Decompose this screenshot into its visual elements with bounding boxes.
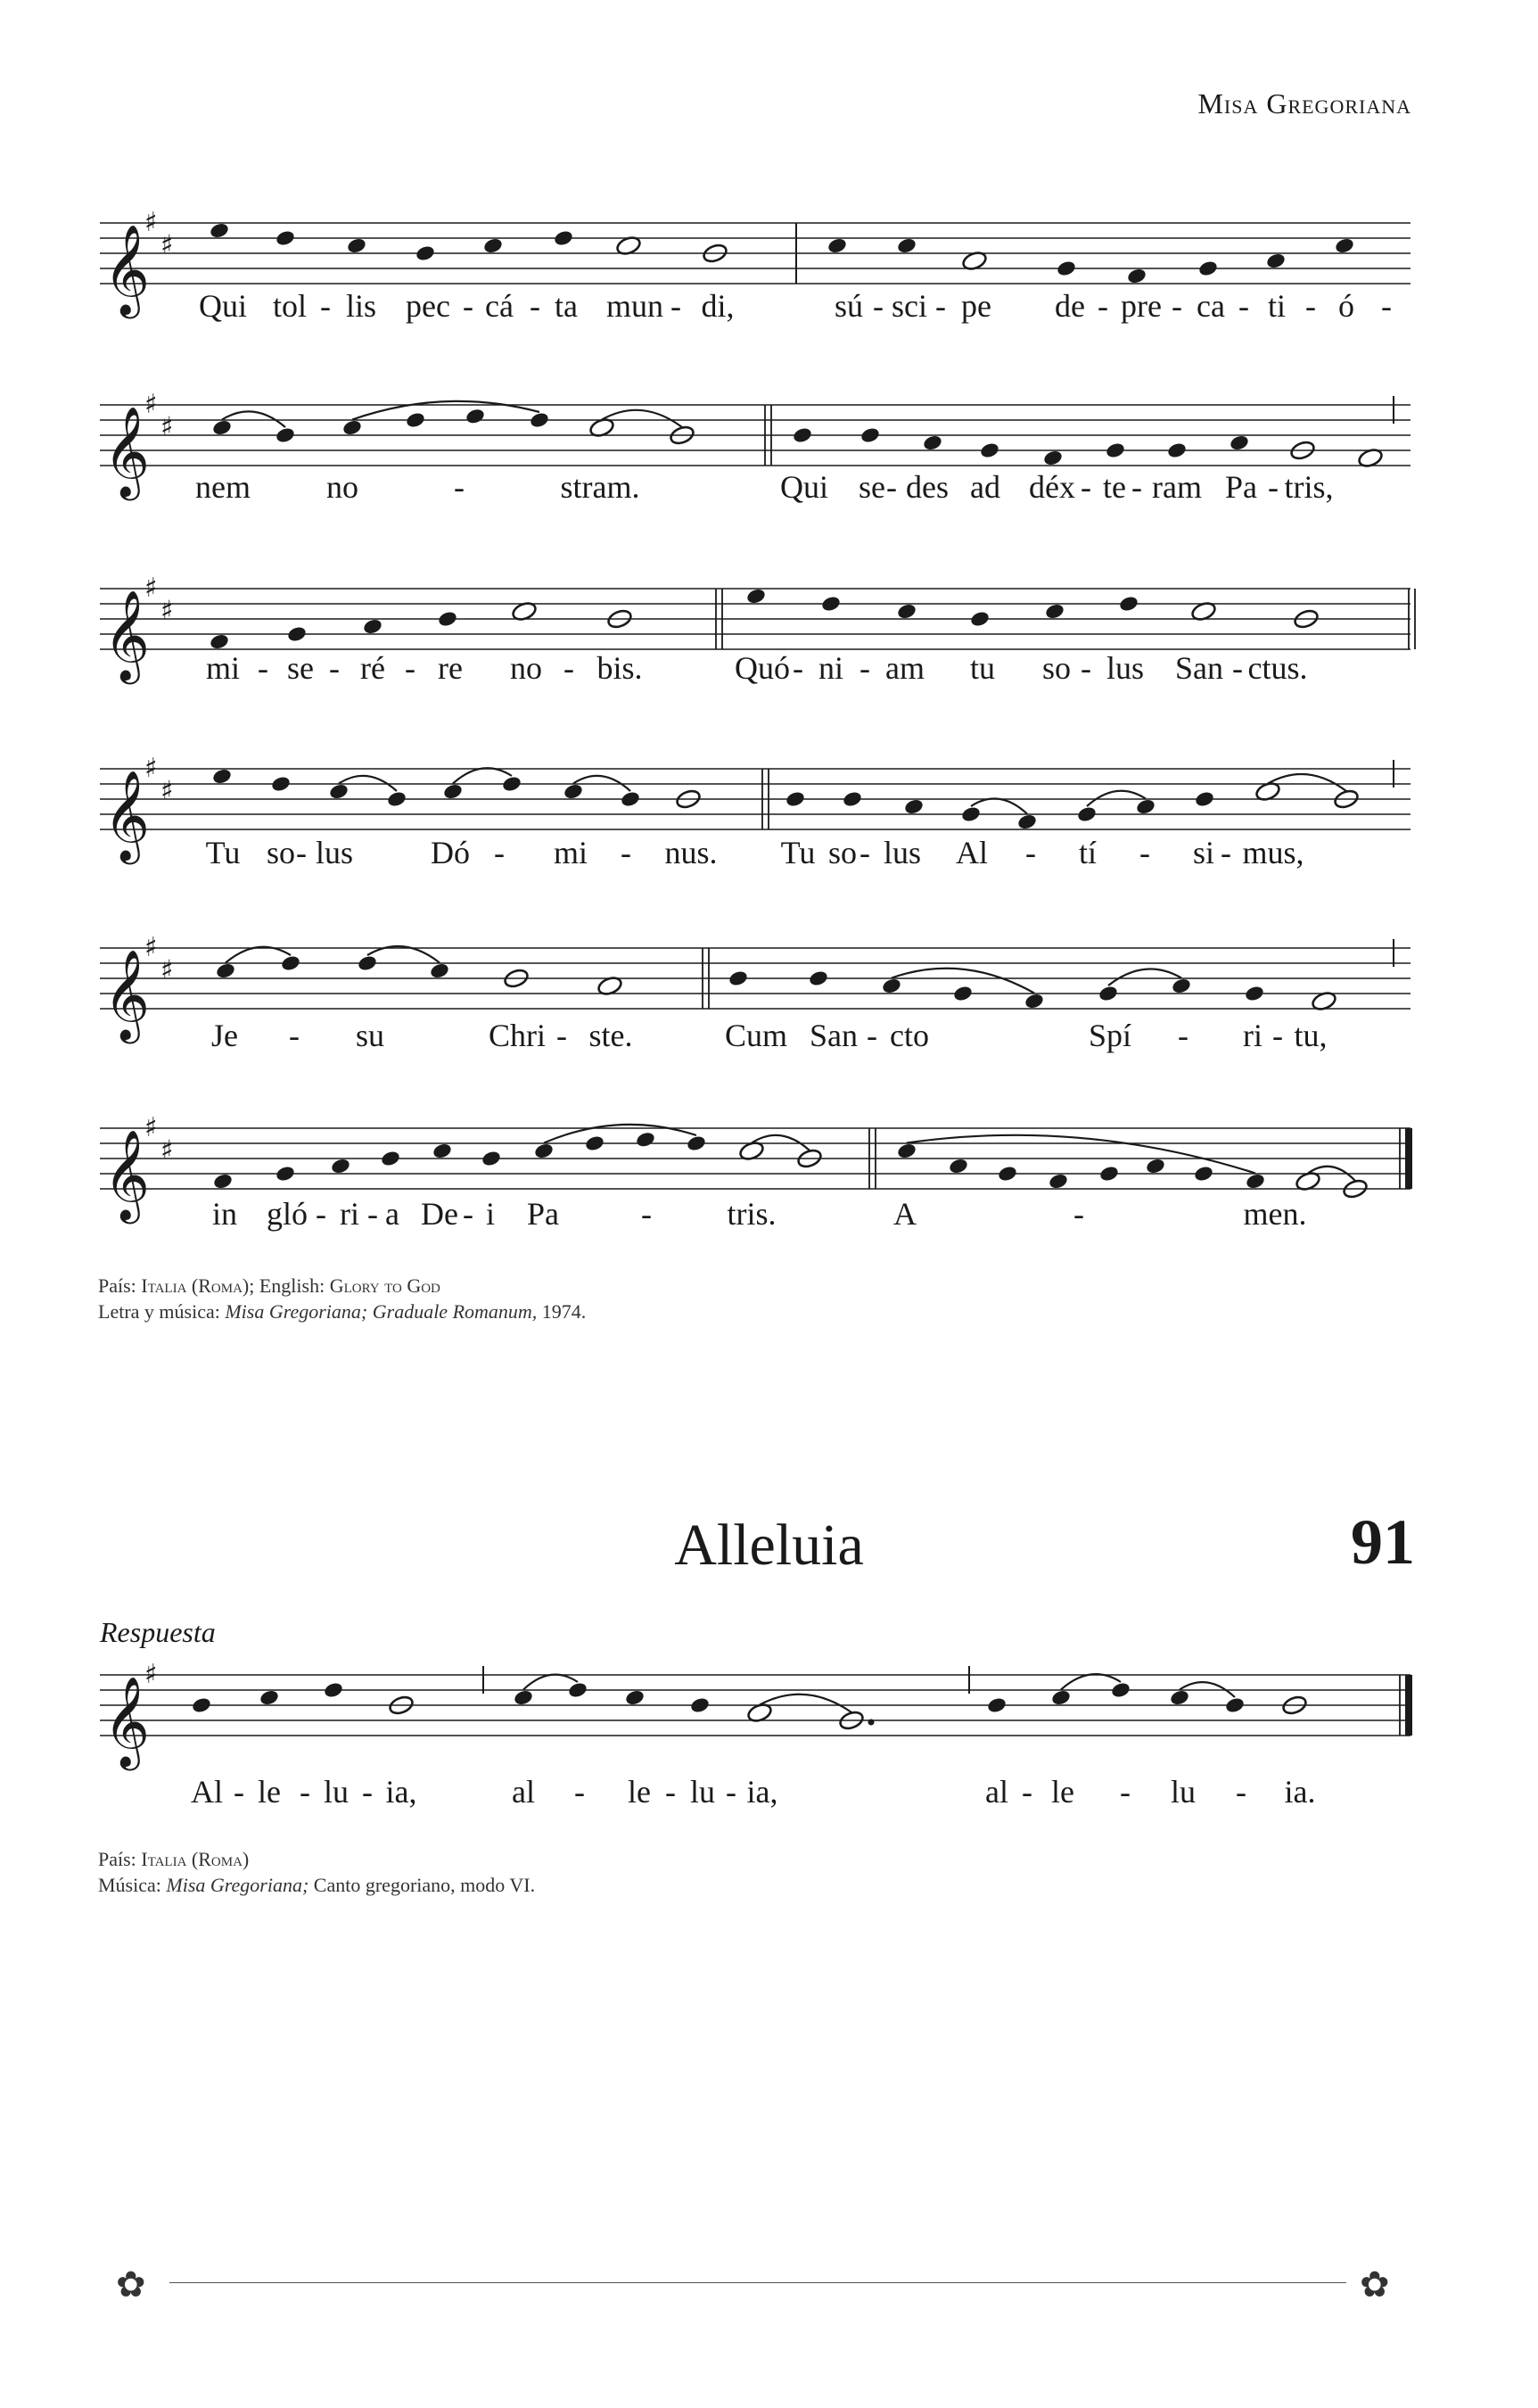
quarter-note-icon xyxy=(1229,433,1250,451)
quarter-note-icon xyxy=(948,1157,969,1175)
lyric-syllable: - xyxy=(873,288,884,324)
lyric-syllable: stram. xyxy=(560,469,640,505)
quarter-note-icon xyxy=(563,782,584,800)
lyric-syllable: Chri xyxy=(488,1018,547,1053)
lyric-syllable: - xyxy=(1131,469,1142,505)
sharp-icon: ♯ xyxy=(160,954,174,986)
lyric-syllable: De xyxy=(421,1196,458,1232)
slur xyxy=(222,411,285,427)
lyric-syllable: ó xyxy=(1338,288,1354,324)
credits-rest: Canto gregoriano, modo VI. xyxy=(308,1874,536,1896)
slur xyxy=(352,401,539,420)
quarter-note-icon xyxy=(1245,1172,1266,1190)
lyric-syllable: su xyxy=(355,1018,385,1053)
lyric-syllable: - xyxy=(556,1018,567,1053)
lyric-syllable: tí xyxy=(1078,835,1098,870)
lyric-syllable: - xyxy=(296,835,307,870)
lyric-syllable: ste. xyxy=(588,1018,633,1053)
quarter-note-icon xyxy=(620,790,641,808)
quarter-note-icon xyxy=(346,236,367,254)
sharp-icon: ♯ xyxy=(160,229,174,261)
quarter-note-icon xyxy=(259,1688,280,1706)
slur xyxy=(523,1675,578,1690)
lyric-syllable: - xyxy=(1022,1774,1032,1810)
quarter-note-icon xyxy=(1044,602,1065,620)
treble-clef-icon: 𝄞 xyxy=(103,948,151,1040)
lyric-syllable: i xyxy=(485,1196,496,1232)
lyric-syllable: Al xyxy=(956,835,988,870)
quarter-note-icon xyxy=(432,1142,453,1159)
quarter-note-icon xyxy=(1334,236,1355,254)
lyric-syllable: gló xyxy=(266,1196,308,1232)
quarter-note-icon xyxy=(465,408,486,425)
quarter-note-icon xyxy=(859,426,881,444)
quarter-note-icon xyxy=(553,229,574,247)
quarter-note-icon xyxy=(896,602,917,620)
lyrics-alleluia xyxy=(0,1773,1538,1818)
lyric-syllable: - xyxy=(670,288,681,324)
quarter-note-icon xyxy=(501,775,522,793)
sharp-icon: ♯ xyxy=(144,389,158,420)
quarter-note-icon xyxy=(1197,260,1219,277)
lyric-syllable: si xyxy=(1192,835,1215,870)
lyric-syllable: - xyxy=(234,1774,244,1810)
footer-ornament-right-icon: ✿ xyxy=(1360,2264,1390,2305)
lyric-syllable: - xyxy=(726,1774,736,1810)
lyric-syllable: nem xyxy=(195,469,251,505)
lyric-syllable: mi xyxy=(553,835,588,870)
lyric-syllable: Tu xyxy=(780,835,816,870)
credits-year: 1974. xyxy=(537,1300,587,1323)
quarter-note-icon xyxy=(481,1150,502,1167)
lyric-syllable: - xyxy=(1081,650,1091,686)
quarter-note-icon xyxy=(275,426,296,444)
quarter-note-icon xyxy=(952,985,974,1002)
lyric-syllable: Qui xyxy=(780,469,828,505)
lyric-syllable: - xyxy=(867,1018,877,1053)
slur xyxy=(367,946,440,962)
quarter-note-icon xyxy=(442,782,464,800)
credits-label: Música: xyxy=(98,1874,167,1896)
lyric-syllable: no xyxy=(510,650,542,686)
lyric-syllable: - xyxy=(1238,288,1249,324)
lyric-syllable: Tu xyxy=(205,835,241,870)
quarter-note-icon xyxy=(1194,790,1215,808)
lyric-syllable: cá xyxy=(485,288,514,324)
credits-country: Italia (Roma) xyxy=(141,1274,250,1297)
running-header: Misa Gregoriana xyxy=(1197,87,1411,120)
lyric-syllable: - xyxy=(1221,835,1231,870)
quarter-note-icon xyxy=(1193,1165,1214,1183)
quarter-note-icon xyxy=(785,790,806,808)
lyric-syllable: di, xyxy=(701,288,735,324)
quarter-note-icon xyxy=(842,790,863,808)
lyric-syllable: - xyxy=(621,835,631,870)
sharp-icon: ♯ xyxy=(144,1112,158,1143)
quarter-note-icon xyxy=(1118,595,1139,613)
lyric-syllable: pre xyxy=(1121,288,1162,324)
lyric-syllable: Cum xyxy=(724,1018,788,1053)
quarter-note-icon xyxy=(745,587,767,605)
lyric-syllable: lu xyxy=(689,1774,716,1810)
lyric-syllable: - xyxy=(1232,650,1243,686)
lyric-syllable: - xyxy=(1073,1196,1084,1232)
lyric-syllable: pe xyxy=(961,288,991,324)
lyrics-line-5 xyxy=(0,1017,1538,1061)
sharp-icon: ♯ xyxy=(160,1134,174,1167)
quarter-note-icon xyxy=(328,782,350,800)
lyric-syllable: - xyxy=(1268,469,1279,505)
quarter-note-icon xyxy=(1098,1165,1120,1183)
lyric-syllable: mus, xyxy=(1242,835,1304,870)
lyrics-line-6 xyxy=(0,1195,1538,1240)
quarter-note-icon xyxy=(330,1157,351,1175)
lyric-syllable: le xyxy=(258,1774,281,1810)
credits-english-title: Glory to God xyxy=(329,1274,440,1297)
lyric-syllable: ad xyxy=(970,469,1000,505)
lyric-syllable: - xyxy=(1272,1018,1283,1053)
quarter-note-icon xyxy=(689,1696,711,1714)
lyric-syllable: Qui xyxy=(199,288,247,324)
lyrics-line-2 xyxy=(0,468,1538,513)
lyric-syllable: - xyxy=(289,1018,300,1053)
lyric-syllable: lis xyxy=(345,288,377,324)
treble-clef-icon: 𝄞 xyxy=(103,405,151,497)
lyric-syllable: - xyxy=(1120,1774,1131,1810)
quarter-note-icon xyxy=(567,1681,588,1699)
lyric-syllable: lu xyxy=(323,1774,350,1810)
lyric-syllable: - xyxy=(494,835,505,870)
lyric-syllable: - xyxy=(405,650,415,686)
lyric-syllable: lus xyxy=(1106,650,1145,686)
quarter-note-icon xyxy=(529,411,550,429)
lyric-syllable: se xyxy=(859,469,885,505)
lyric-syllable: A xyxy=(893,1196,917,1232)
quarter-note-icon xyxy=(275,1165,296,1183)
lyric-syllable: - xyxy=(574,1774,585,1810)
lyric-syllable: - xyxy=(665,1774,676,1810)
lyric-syllable: - xyxy=(463,288,473,324)
lyric-syllable: ca xyxy=(1197,288,1225,324)
quarter-note-icon xyxy=(211,418,233,436)
lyric-syllable: se xyxy=(287,650,314,686)
quarter-note-icon xyxy=(1169,1688,1190,1706)
lyric-syllable: - xyxy=(367,1196,378,1232)
quarter-note-icon xyxy=(1056,260,1077,277)
lyric-syllable: Je xyxy=(211,1018,238,1053)
final-barline xyxy=(1405,1128,1412,1189)
quarter-note-icon xyxy=(1244,985,1265,1002)
quarter-note-icon xyxy=(513,1688,534,1706)
quarter-note-icon xyxy=(1135,797,1156,815)
lyric-syllable: Quó xyxy=(735,650,790,686)
lyric-syllable: tris, xyxy=(1284,469,1334,505)
sharp-icon: ♯ xyxy=(160,595,174,627)
lyric-syllable: bis. xyxy=(596,650,643,686)
lyric-syllable: ia, xyxy=(385,1774,417,1810)
quarter-note-icon xyxy=(1110,1681,1131,1699)
sharp-icon: ♯ xyxy=(160,775,174,807)
quarter-note-icon xyxy=(209,221,230,239)
lyric-syllable: - xyxy=(935,288,946,324)
lyric-syllable: tris. xyxy=(727,1196,777,1232)
section-label: Respuesta xyxy=(100,1616,216,1648)
lyric-syllable: nus. xyxy=(664,835,718,870)
quarter-note-icon xyxy=(270,775,292,793)
lyric-syllable: a xyxy=(385,1196,399,1232)
quarter-note-icon xyxy=(1042,449,1064,466)
quarter-note-icon xyxy=(362,617,383,635)
lyric-syllable: lus xyxy=(315,835,354,870)
lyric-syllable: mi xyxy=(205,650,241,686)
credits-source: Misa Gregoriana; Graduale Romanum, xyxy=(225,1300,538,1323)
lyric-syllable: ré xyxy=(360,650,385,686)
final-barline xyxy=(1405,1675,1412,1736)
quarter-note-icon xyxy=(533,1142,555,1159)
lyric-syllable: am xyxy=(885,650,925,686)
quarter-note-icon xyxy=(212,1172,234,1190)
lyric-syllable: sci xyxy=(892,288,927,324)
slur xyxy=(760,1695,851,1712)
quarter-note-icon xyxy=(808,969,829,987)
lyrics-line-1 xyxy=(0,287,1538,332)
lyric-syllable: tol xyxy=(272,288,308,324)
lyric-syllable: ta xyxy=(555,288,578,324)
sharp-icon: ♯ xyxy=(160,411,174,443)
credits-label: País: xyxy=(98,1274,142,1297)
note-dot xyxy=(868,1719,875,1726)
lyric-syllable: Pa xyxy=(1225,469,1257,505)
lyric-syllable: - xyxy=(859,650,870,686)
lyric-syllable: mun xyxy=(605,288,664,324)
lyric-syllable: in xyxy=(211,1196,238,1232)
lyric-syllable: - xyxy=(258,650,268,686)
lyrics-line-4 xyxy=(0,834,1538,878)
credits-label: Letra y música: xyxy=(98,1300,226,1323)
lyric-syllable: ti xyxy=(1267,288,1287,324)
quarter-note-icon xyxy=(827,236,848,254)
lyric-syllable: - xyxy=(320,288,331,324)
quarter-note-icon xyxy=(209,632,230,650)
lyric-syllable: Spí xyxy=(1088,1018,1132,1053)
lyric-syllable: ctus. xyxy=(1247,650,1308,686)
quarter-note-icon xyxy=(1024,992,1045,1010)
quarter-note-icon xyxy=(429,961,450,979)
lyric-syllable: al xyxy=(985,1774,1008,1810)
lyric-syllable: - xyxy=(886,469,897,505)
lyric-syllable: te xyxy=(1103,469,1126,505)
lyric-syllable: - xyxy=(1172,288,1182,324)
quarter-note-icon xyxy=(1050,1688,1072,1706)
credits-source: Misa Gregoriana; xyxy=(166,1874,309,1896)
sharp-icon: ♯ xyxy=(144,573,158,604)
quarter-note-icon xyxy=(896,1142,917,1159)
slur xyxy=(453,768,512,783)
lyric-syllable: so xyxy=(827,835,858,870)
lyric-syllable: ri xyxy=(340,1196,359,1232)
lyric-syllable: - xyxy=(454,469,465,505)
lyric-syllable: re xyxy=(438,650,463,686)
lyric-syllable: - xyxy=(1081,469,1091,505)
staff-alleluia xyxy=(0,1657,1538,1773)
lyric-syllable: - xyxy=(362,1774,373,1810)
lyric-syllable: - xyxy=(641,1196,652,1232)
lyric-syllable: no xyxy=(326,469,358,505)
lyric-syllable: - xyxy=(1178,1018,1188,1053)
lyric-syllable: so xyxy=(266,835,296,870)
quarter-note-icon xyxy=(635,1131,656,1149)
sharp-icon: ♯ xyxy=(144,753,158,784)
lyric-syllable: sú xyxy=(834,288,864,324)
lyric-syllable: Dó xyxy=(431,835,470,870)
lyric-syllable: ni xyxy=(818,650,844,686)
lyric-syllable: - xyxy=(1236,1774,1246,1810)
quarter-note-icon xyxy=(792,426,813,444)
treble-clef-icon: 𝄞 xyxy=(103,1128,151,1220)
lyric-syllable: so xyxy=(1041,650,1072,686)
lyric-syllable: lu xyxy=(1170,1774,1197,1810)
lyric-syllable: - xyxy=(1305,288,1316,324)
lyric-syllable: déx xyxy=(1029,469,1075,505)
quarter-note-icon xyxy=(960,805,982,823)
quarter-note-icon xyxy=(482,236,504,254)
quarter-note-icon xyxy=(405,411,426,429)
quarter-note-icon xyxy=(1098,985,1119,1002)
quarter-note-icon xyxy=(437,610,458,628)
slur xyxy=(544,1125,696,1143)
quarter-note-icon xyxy=(1016,812,1038,830)
quarter-note-icon xyxy=(415,244,436,262)
lyric-syllable: de xyxy=(1055,288,1085,324)
credits-source-line xyxy=(98,1299,586,1324)
credits-country-line xyxy=(98,1846,535,1872)
quarter-note-icon xyxy=(1105,441,1126,459)
quarter-note-icon xyxy=(1224,1696,1246,1714)
credits-label: País: xyxy=(98,1848,142,1870)
credits-alleluia xyxy=(98,1846,535,1898)
credits-country-line xyxy=(98,1273,586,1299)
lyric-syllable: - xyxy=(530,288,540,324)
quarter-note-icon xyxy=(1076,805,1098,823)
lyric-syllable: - xyxy=(1025,835,1036,870)
lyric-syllable: ia, xyxy=(746,1774,778,1810)
quarter-note-icon xyxy=(986,1696,1008,1714)
lyric-syllable: des xyxy=(906,469,949,505)
quarter-note-icon xyxy=(1145,1157,1166,1175)
quarter-note-icon xyxy=(386,790,407,808)
quarter-note-icon xyxy=(997,1165,1018,1183)
quarter-note-icon xyxy=(969,610,991,628)
quarter-note-icon xyxy=(215,961,236,979)
lyric-syllable: - xyxy=(793,650,803,686)
lyric-syllable: men. xyxy=(1243,1196,1307,1232)
credits-source-line xyxy=(98,1872,535,1898)
quarter-note-icon xyxy=(584,1134,605,1152)
quarter-note-icon xyxy=(1126,267,1147,285)
lyric-syllable: San xyxy=(1175,650,1223,686)
lyric-syllable: cto xyxy=(890,1018,929,1053)
lyric-syllable: ia. xyxy=(1284,1774,1316,1810)
lyric-syllable: - xyxy=(329,650,340,686)
lyric-syllable: lus xyxy=(883,835,922,870)
treble-clef-icon: 𝄞 xyxy=(103,223,151,315)
quarter-note-icon xyxy=(1171,977,1192,994)
quarter-note-icon xyxy=(728,969,749,987)
quarter-note-icon xyxy=(979,441,1000,459)
slur xyxy=(226,947,291,963)
lyric-syllable: pec xyxy=(406,288,450,324)
lyric-syllable: - xyxy=(1139,835,1150,870)
lyric-syllable: Pa xyxy=(527,1196,559,1232)
slur xyxy=(1108,969,1181,985)
lyric-syllable: al xyxy=(512,1774,535,1810)
footer-ornament-left-icon: ✿ xyxy=(116,2264,146,2305)
lyric-syllable: ri xyxy=(1243,1018,1262,1053)
quarter-note-icon xyxy=(275,229,296,247)
lyric-syllable: le xyxy=(1051,1774,1074,1810)
treble-clef-icon: 𝄞 xyxy=(103,769,151,861)
treble-clef-icon: 𝄞 xyxy=(103,1675,151,1767)
lyric-syllable: - xyxy=(300,1774,310,1810)
slur xyxy=(1061,1674,1121,1689)
quarter-note-icon xyxy=(903,797,925,815)
quarter-note-icon xyxy=(686,1134,707,1152)
sharp-icon: ♯ xyxy=(144,207,158,238)
lyrics-line-3 xyxy=(0,649,1538,694)
hymn-title: Alleluia xyxy=(674,1513,864,1578)
quarter-note-icon xyxy=(1048,1172,1069,1190)
lyric-syllable: - xyxy=(1098,288,1108,324)
quarter-note-icon xyxy=(341,418,363,436)
lyric-syllable: - xyxy=(1381,288,1392,324)
quarter-note-icon xyxy=(280,954,301,972)
quarter-note-icon xyxy=(380,1150,401,1167)
quarter-note-icon xyxy=(881,977,902,994)
sharp-icon: ♯ xyxy=(144,932,158,963)
lyric-syllable: tu, xyxy=(1294,1018,1328,1053)
quarter-note-icon xyxy=(624,1688,646,1706)
credits-gloria xyxy=(98,1273,586,1324)
lyric-syllable: le xyxy=(628,1774,651,1810)
quarter-note-icon xyxy=(191,1696,212,1714)
lyric-syllable: tu xyxy=(969,650,996,686)
quarter-note-icon xyxy=(820,595,842,613)
lyric-syllable: - xyxy=(463,1196,473,1232)
quarter-note-icon xyxy=(1166,441,1188,459)
lyric-syllable: Al xyxy=(191,1774,223,1810)
quarter-note-icon xyxy=(211,767,233,785)
lyric-syllable: - xyxy=(563,650,574,686)
quarter-note-icon xyxy=(922,433,943,451)
quarter-note-icon xyxy=(323,1681,344,1699)
quarter-note-icon xyxy=(896,236,917,254)
lyric-syllable: San xyxy=(810,1018,858,1053)
lyric-syllable: ram xyxy=(1152,469,1202,505)
quarter-note-icon xyxy=(1265,252,1287,269)
credits-country: Italia (Roma) xyxy=(141,1848,250,1870)
lyric-syllable: - xyxy=(859,835,870,870)
quarter-note-icon xyxy=(357,954,378,972)
quarter-note-icon xyxy=(286,625,308,643)
hymn-number: 91 xyxy=(1351,1506,1415,1578)
treble-clef-icon: 𝄞 xyxy=(103,589,151,680)
footer-rule xyxy=(169,2282,1346,2283)
lyric-syllable: - xyxy=(316,1196,326,1232)
sharp-icon: ♯ xyxy=(144,1659,158,1690)
credits-separator: ; English: xyxy=(249,1274,330,1297)
